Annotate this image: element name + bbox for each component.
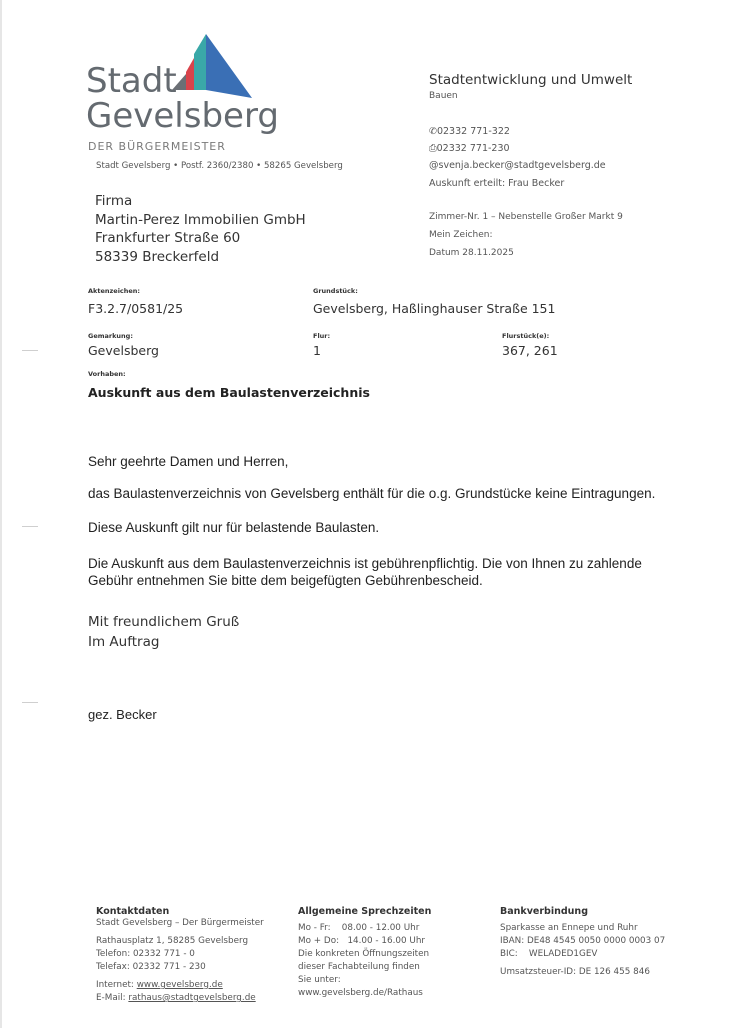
footer-bank-line: BIC: WELADED1GEV: [500, 949, 598, 959]
footer-hours: [298, 906, 431, 1000]
gemarkung-value: Gevelsberg: [88, 343, 159, 358]
footer-hours-line: Mo - Fr: 08.00 - 12.00 Uhr: [298, 923, 420, 933]
aktenzeichen-value: F3.2.7/0581/25: [88, 301, 184, 316]
footer-hours-line: dieser Fachabteilung finden: [298, 962, 420, 972]
footer-contact-heading: Kontaktdaten: [96, 906, 170, 917]
room-number: Zimmer-Nr. 1 – Nebenstelle Großer Markt 9: [429, 212, 623, 222]
department-subtitle: Bauen: [429, 91, 458, 101]
letter-on-behalf: Im Auftrag: [88, 634, 160, 650]
phone-icon: ✆: [429, 126, 437, 137]
letter-closing: Mit freundlichem Gruß: [88, 614, 240, 630]
footer-email-link[interactable]: rathaus@stadtgevelsberg.de: [128, 993, 256, 1003]
recipient-line-4: 58339 Breckerfeld: [95, 248, 220, 265]
fax-icon: ⎙: [429, 143, 437, 154]
department-title: Stadtentwicklung und Umwelt: [429, 72, 633, 88]
footer-hours-line: Die konkreten Öffnungszeiten: [298, 949, 430, 959]
footer-email-label: E-Mail:: [96, 993, 129, 1003]
email-address[interactable]: svenja.becker@stadtgevelsberg.de: [438, 160, 606, 171]
recipient-address: [95, 192, 306, 266]
vorhaben-label: Vorhaben:: [88, 370, 126, 378]
sender-line: Stadt Gevelsberg • Postf. 2360/2380 • 58265 Gevelsberg: [96, 161, 343, 171]
footer-bank-line: Sparkasse an Ennepe und Ruhr: [500, 923, 638, 933]
letter-signature: gez. Becker: [88, 707, 157, 722]
recipient-line-1: Firma: [95, 193, 133, 209]
recipient-line-3: Frankfurter Straße 60: [95, 230, 241, 246]
footer-website-link[interactable]: www.gevelsberg.de: [136, 980, 223, 990]
footer-contact: [96, 906, 264, 1005]
flurstueck-label: Flurstück(e):: [502, 332, 550, 340]
email-row[interactable]: [429, 160, 606, 171]
fold-mark: [22, 350, 38, 351]
footer-website-row: [96, 979, 264, 992]
footer-hours-line: Sie unter:: [298, 975, 341, 985]
email-icon: @: [429, 160, 439, 171]
letter-paragraph-2: Diese Auskunft gilt nur für belastende Baulasten.: [88, 520, 380, 535]
footer-website-label: Internet:: [96, 980, 137, 990]
footer-hours-heading: Allgemeine Sprechzeiten: [298, 906, 432, 917]
footer-bank: [500, 906, 665, 979]
letter-greeting: Sehr geehrte Damen und Herren,: [88, 454, 289, 469]
letter-paragraph-1: das Baulastenverzeichnis von Gevelsberg enthält für die o.g. Grundstücke keine Eintragungen.: [88, 486, 656, 501]
reference-label: Mein Zeichen:: [429, 230, 493, 240]
footer-contact-line: Stadt Gevelsberg – Der Bürgermeister: [96, 918, 264, 928]
phone-number: 02332 771-322: [436, 126, 510, 137]
grundstueck-value: Gevelsberg, Haßlinghauser Straße 151: [313, 301, 556, 316]
page-edge: [0, 0, 2, 1028]
letter-paragraph-3a: Die Auskunft aus dem Baulastenverzeichnis ist gebührenpflichtig. Die von Ihnen zu zahlende: [88, 556, 642, 571]
flur-value: 1: [313, 343, 321, 358]
footer-contact-line: Rathausplatz 1, 58285 Gevelsberg: [96, 936, 249, 946]
logo-subtitle: DER BÜRGERMEISTER: [88, 140, 226, 153]
footer-bank-line: IBAN: DE48 4545 0050 0000 0003 07: [500, 936, 666, 946]
fax-number: 02332 771-230: [436, 143, 510, 154]
footer-bank-heading: Bankverbindung: [500, 906, 589, 917]
logo-line-gevelsberg: Gevelsberg: [86, 96, 279, 136]
fax-row: [429, 143, 510, 154]
footer-contact-line: Telefon: 02332 771 - 0: [96, 949, 195, 959]
gemarkung-label: Gemarkung:: [88, 332, 133, 340]
footer-hours-line: Mo + Do: 14.00 - 16.00 Uhr: [298, 936, 426, 946]
grundstueck-label: Grundstück:: [313, 287, 358, 295]
vorhaben-value: Auskunft aus dem Baulastenverzeichnis: [88, 385, 370, 400]
logo-line-stadt: Stadt: [86, 61, 177, 101]
footer-bank-line: Umsatzsteuer-ID: DE 126 455 846: [500, 967, 650, 977]
fold-mark: [22, 526, 38, 527]
footer-hours-link[interactable]: www.gevelsberg.de/Rathaus: [298, 988, 423, 998]
flur-label: Flur:: [313, 332, 331, 340]
letter-date: Datum 28.11.2025: [429, 248, 514, 258]
phone-row: [429, 126, 510, 137]
flurstueck-value: 367, 261: [502, 343, 558, 358]
punch-mark: [22, 702, 38, 703]
footer-email-row: [96, 992, 264, 1005]
aktenzeichen-label: Aktenzeichen:: [88, 287, 141, 295]
recipient-line-2: Martin-Perez Immobilien GmbH: [95, 211, 306, 228]
footer-contact-line: Telefax: 02332 771 - 230: [96, 962, 206, 972]
letter-paragraph-3b: Gebühr entnehmen Sie bitte dem beigefügten Gebührenbescheid.: [88, 573, 483, 588]
contact-person: Auskunft erteilt: Frau Becker: [429, 178, 565, 189]
